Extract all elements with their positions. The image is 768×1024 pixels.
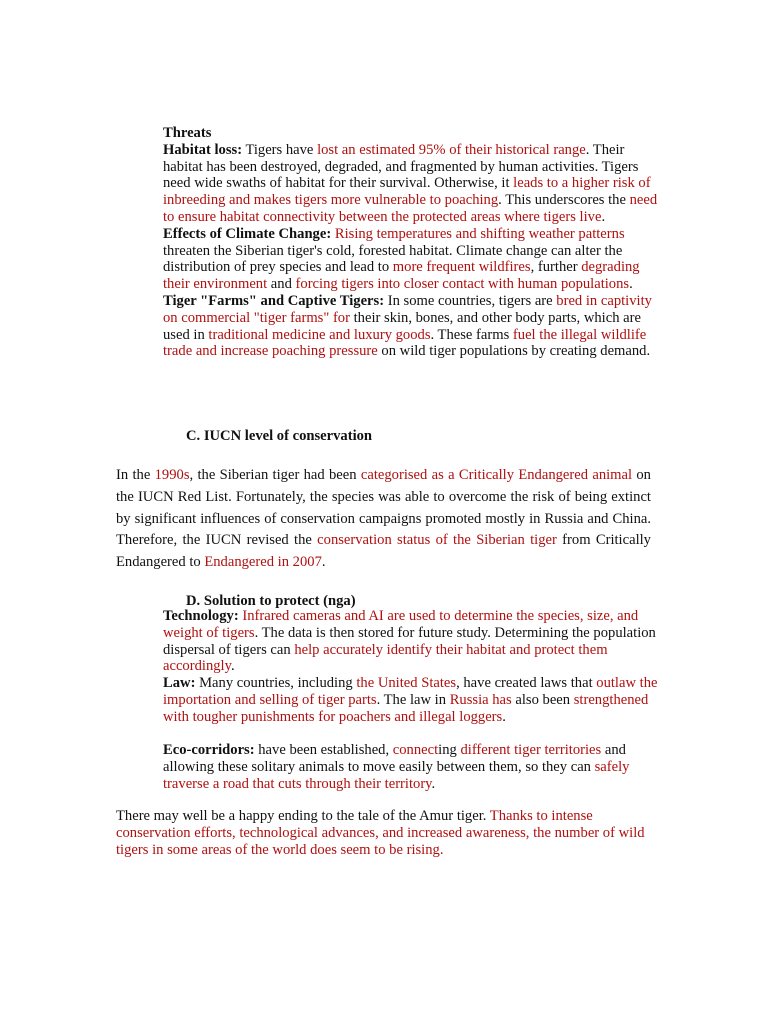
highlight: outlaw the importation and selling of tiger parts <box>163 675 658 708</box>
tiger-farms-paragraph: Tiger "Farms" and Captive Tigers: In some countries, tigers are bred in captivity on commercial "tiger farms" for their skin, bones, and other body parts, which are used in traditional medicine and luxury goods. These farms fuel the illegal wildlife trade and increase poaching pressure on wild tiger populations by creating demand. <box>163 292 652 360</box>
highlight: strengthened with tougher punishments for poachers and illegal loggers <box>163 691 649 725</box>
technology-label: Technology: <box>163 608 239 624</box>
highlight: bred in captivity on commercial "tiger farms" for <box>163 292 652 326</box>
highlight: lost an estimated 95% of their historical range <box>317 141 586 158</box>
eco-corridors-label: Eco-corridors: <box>163 742 255 759</box>
highlight: 1990s <box>154 467 190 483</box>
highlight: Thanks to intense conservation efforts, technological advances, and increased awareness, the number of wild tigers in some areas of the world does seem to be rising. <box>116 808 645 858</box>
closing-paragraph: There may well be a happy ending to the tale of the Amur tiger. Thanks to intense conservation efforts, technological advances, and increased awareness, the number of wild tigers in some areas of the world does seem to be rising. <box>116 808 645 858</box>
highlight: conservation status of the Siberian tiger <box>317 532 557 549</box>
highlight: fuel the illegal wildlife trade and increase poaching pressure <box>163 326 647 360</box>
highlight: leads to a higher risk of inbreeding and makes tigers more vulnerable to poaching <box>163 175 651 209</box>
highlight: help accurately identify their habitat and protect them accordingly <box>163 641 608 675</box>
climate-change-paragraph: Effects of Climate Change: Rising temperatures and shifting weather patterns threaten the Siberian tiger's cold, forested habitat. Climate change can alter the distribution of prey species and lead to more frequent wildfires, further degrading their environment and forcing tigers into closer contact with human populations. <box>163 225 640 293</box>
highlight: safely traverse a road that cuts through their territory <box>163 759 630 792</box>
threats-section <box>163 125 663 360</box>
eco-corridors-paragraph: Eco-corridors: have been established, connecting different tiger territories and allowing these solitary animals to move easily between them, so they can safely traverse a road that cuts through their territory. <box>163 742 630 792</box>
highlight: traditional medicine and luxury goods <box>208 326 431 343</box>
highlight: more frequent wildfires <box>392 259 531 276</box>
solution-heading: D. Solution to protect (nga) <box>186 593 356 609</box>
paragraph-gap <box>163 726 663 743</box>
climate-change-label: Effects of Climate Change: <box>163 225 332 242</box>
habitat-loss-label: Habitat loss: <box>163 141 243 158</box>
highlight: forcing tigers into closer contact with human populations <box>295 276 630 293</box>
highlight: different tiger territories <box>460 742 602 759</box>
iucn-heading: C. IUCN level of conservation <box>186 428 373 444</box>
highlight: Endangered in 2007 <box>204 554 322 571</box>
highlight: Rising temperatures and shifting weather patterns <box>334 225 625 242</box>
habitat-loss-paragraph: Habitat loss: Tigers have lost an estimated 95% of their historical range. Their habitat has been destroyed, degraded, and fragmented by human activities. Tigers need wide swaths of habitat for their survival. Otherwise, it leads to a higher risk of inbreeding and makes tigers more vulnerable to poaching. This underscores the need to ensure habitat connectivity between the protected areas where tigers live. <box>163 141 658 225</box>
iucn-paragraph: In the 1990s, the Siberian tiger had been categorised as a Critically Endangered animal on the IUCN Red List. Fortunately, the species was able to overcome the risk of being extinct by significant influences of conservation campaigns promoted mostly in Russia and China. Therefore, the IUCN revised the conservation status of the Siberian tiger from Critically Endangered to Endangered in 2007. <box>116 467 651 571</box>
solution-section <box>163 608 663 793</box>
highlight: need to ensure habitat connectivity between the protected areas where tigers live <box>163 192 658 225</box>
highlight: categorised as a Critically Endangered animal <box>360 467 633 483</box>
technology-paragraph: Technology: Infrared cameras and AI are used to determine the species, size, and weight of tigers. The data is then stored for future study. Determining the population dispersal of tigers can help accurately identify their habitat and protect them accordingly. <box>163 608 656 675</box>
highlight: the United States <box>356 675 457 692</box>
law-paragraph: Law: Many countries, including the United States, have created laws that outlaw the importation and selling of tiger parts. The law in Russia has also been strengthened with tougher punishments for poachers and illegal loggers. <box>163 675 658 725</box>
threats-title: Threats <box>163 125 212 141</box>
highlight: degrading their environment <box>163 259 640 293</box>
highlight: Russia has <box>449 691 512 708</box>
highlight: connect <box>392 742 439 759</box>
highlight: Infrared cameras and AI are used to determine the species, size, and weight of tigers <box>163 608 639 641</box>
tiger-farms-label: Tiger "Farms" and Captive Tigers: <box>163 292 385 309</box>
law-label: Law: <box>163 675 196 692</box>
